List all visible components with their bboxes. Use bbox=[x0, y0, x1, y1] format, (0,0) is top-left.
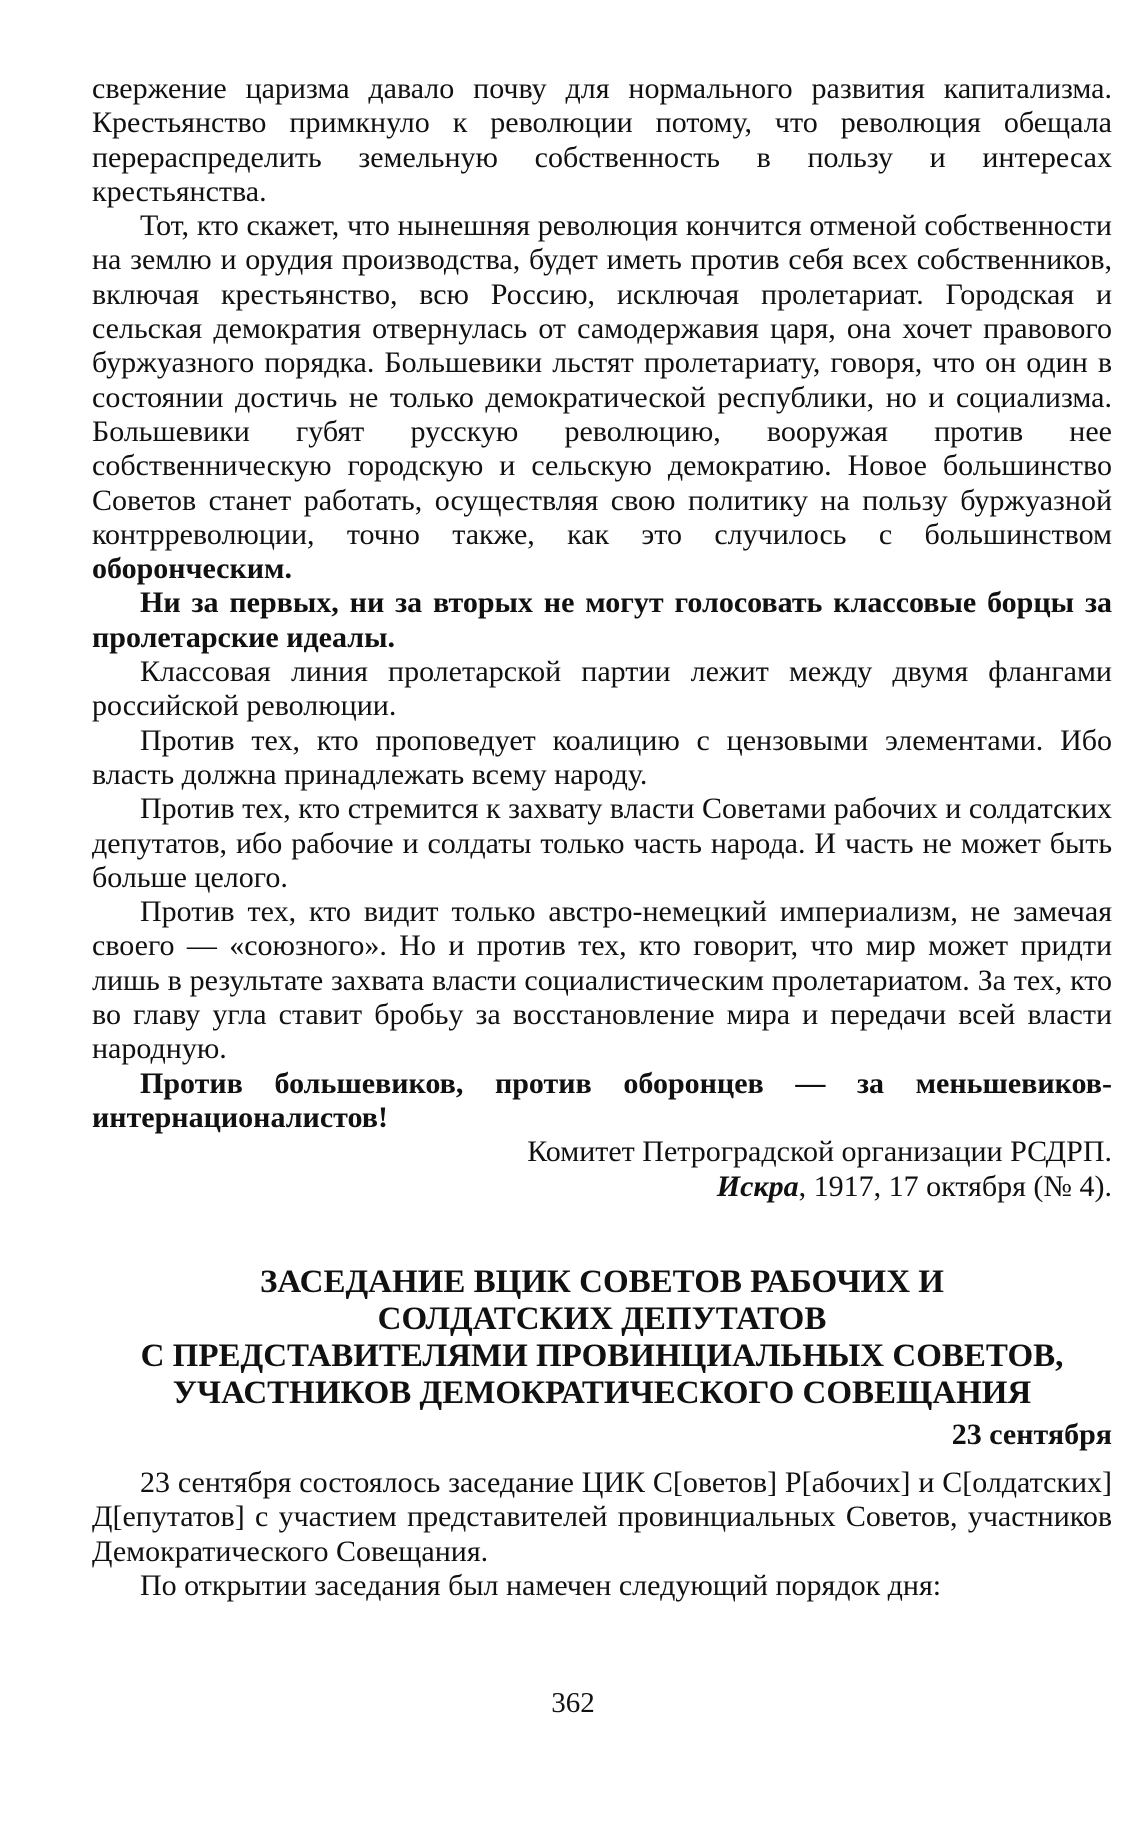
paragraph-text: Тот, кто скажет, что нынешняя революция кончится отменой собственности на землю и орудия производства, будет иметь против себя всех собственников, включая крестьянство, всю Россию, исключая пролетариат. Городская и сельская демократия отвернулась от самодержавия царя, она хочет правового буржуазного порядка. Большевики льстят пролетариату, говоря, что он один в состоянии достичь не только демократической республики, но и социализма. Большевики губят русскую революцию, вооружая против нее собственническую городскую и сельскую демократию. Новое большинство Советов станет работать, осуществляя свою политику на пользу буржуазной контрреволюции, точно также, как это случилось с большинством bbox=[92, 209, 1112, 551]
paragraph: По открытии заседания был намечен следующий порядок дня: bbox=[140, 1568, 942, 1602]
source-citation bbox=[92, 1170, 1112, 1204]
publication-name: Искра bbox=[716, 1169, 799, 1203]
paragraph: Против тех, кто проповедует коалицию с цензовыми элементами. Ибо власть должна принадлежать всему народу. bbox=[92, 723, 1112, 791]
paragraph: Против тех, кто видит только австро-немецкий империализм, не замечая своего — «союзного». Но и против тех, кто говорит, что мир может придти лишь в результате захвата власти социалистическим пролетариатом. За тех, кто во главу угла ставит бробьу за восстановление мира и передачи всей власти народную. bbox=[92, 895, 1112, 1066]
publication-details: , 1917, 17 октября (№ 4). bbox=[798, 1169, 1112, 1203]
emphasis-text: оборонческим. bbox=[92, 552, 292, 586]
heading-line: С ПРЕДСТАВИТЕЛЯМИ ПРОВИНЦИАЛЬНЫХ СОВЕТОВ, bbox=[140, 1337, 1064, 1374]
heading-line: СОЛДАТСКИХ ДЕПУТАТОВ bbox=[377, 1300, 827, 1337]
signature: Комитет Петроградской организации РСДРП. bbox=[527, 1135, 1112, 1169]
paragraph bbox=[92, 209, 1112, 586]
document-page bbox=[92, 72, 1112, 1603]
section-date: 23 сентября bbox=[951, 1417, 1112, 1451]
heading-line: ЗАСЕДАНИЕ ВЦИК СОВЕТОВ РАБОЧИХ И bbox=[260, 1263, 944, 1300]
paragraph: Против тех, кто стремится к захвату власти Советами рабочих и солдатских депутатов, ибо рабочие и солдаты только часть народа. И часть не может быть больше целого. bbox=[92, 792, 1112, 894]
section-heading bbox=[92, 1264, 1112, 1412]
paragraph: свержение царизма давало почву для нормального развития капитализма. Крестьянство примкнуло к революции потому, что революция обещала перераспределить земельную собственность в пользу и интересах крестьянства. bbox=[92, 72, 1112, 208]
paragraph: Классовая линия пролетарской партии лежит между двумя флангами российской революции. bbox=[92, 655, 1112, 723]
bold-paragraph: Ни за первых, ни за вторых не могут голосовать классовые борцы за пролетарские идеалы. bbox=[92, 586, 1112, 654]
slogan-paragraph: Против большевиков, против оборонцев — за меньшевиков-интернационалистов! bbox=[92, 1066, 1112, 1134]
paragraph: 23 сентября состоялось заседание ЦИК С[оветов] Р[абочих] и С[олдатских] Д[епутатов] с участием представителей провинциальных Советов, участников Демократического Совещания. bbox=[92, 1466, 1112, 1568]
heading-line: УЧАСТНИКОВ ДЕМОКРАТИЧЕСКОГО СОВЕЩАНИЯ bbox=[172, 1374, 1032, 1411]
page-number: 362 bbox=[551, 1687, 595, 1719]
